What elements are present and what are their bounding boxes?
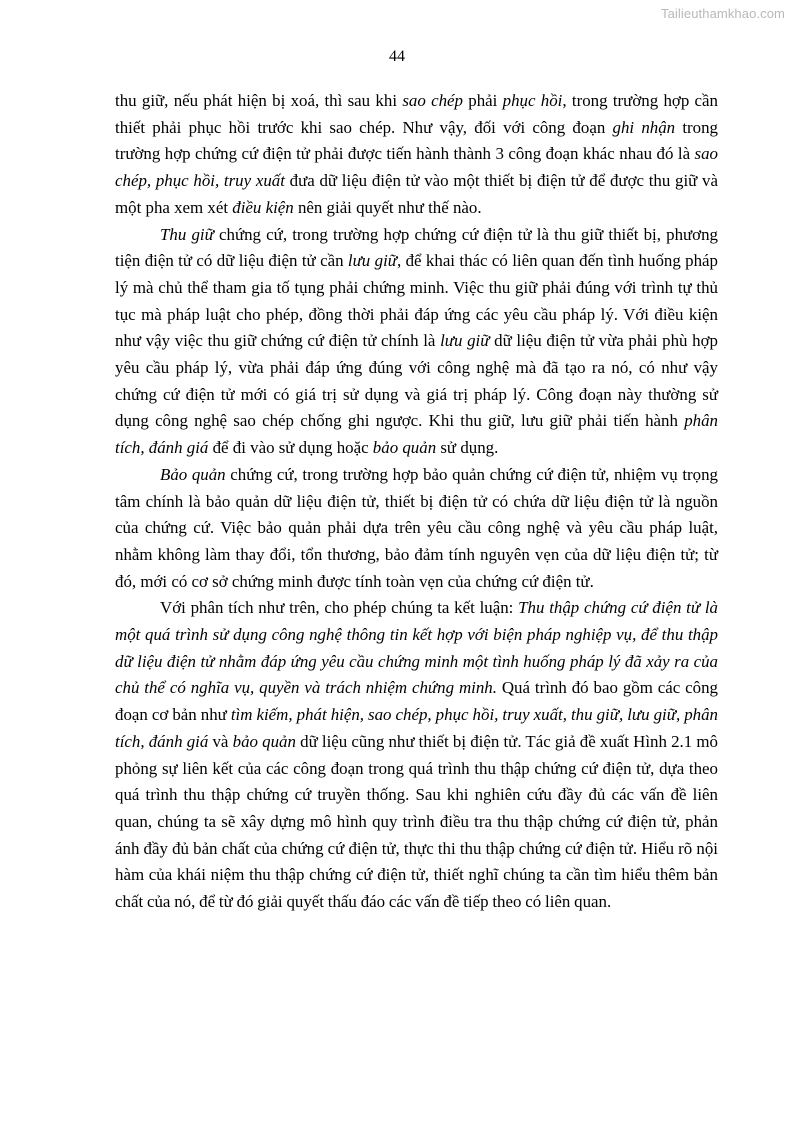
italic-text: Thu giữ (160, 224, 214, 244)
body-text: để đi vào sử dụng hoặc (208, 438, 373, 458)
body-text: và (208, 731, 233, 751)
body-text: đưa dữ liệu điện tử vào một thiết bị điện tử để được thu giữ và một pha xem xét (115, 171, 718, 217)
body-text: thu giữ, nếu phát hiện bị xoá, thì sau khi (115, 91, 403, 110)
italic-text: lưu giữ (440, 331, 490, 351)
body-text: phải (462, 91, 503, 110)
body-text: dữ liệu cũng như thiết bị điện tử. Tác giả đề xuất Hình 2.1 mô phỏng sự liên kết của các công đoạn trong quá trình thu thập chứng cứ điện tử, dựa theo quá trình thu thập chứng cứ truyền thống. Sau khi nghiên cứu đầy đủ các vấn đề liên quan, chúng ta sẽ xây dựng mô hình quy trình điều tra thu thập chứng cứ điện tử, phản ánh đầy đủ bản chất của chứng cứ điện tử, thực thi thu thập chứng cứ điện tử. Hiểu rõ nội hàm của khái niệm thu thập chứng cứ điện tử, thiết nghĩ chúng ta cần tìm hiểu thêm bản chất của nó, để từ đó giải quyết thấu đáo các vấn đề tiếp theo có liên quan. (115, 731, 718, 912)
body-text: , để khai thác có liên quan đến tình huống pháp lý mà chủ thể tham gia tố tụng phải chứng minh. Việc thu giữ phải đúng với trình tự thủ tục mà pháp luật cho phép, đồng thời phải đáp ứng các yêu cầu pháp lý. Với điều kiện như vậy việc thu giữ chứng cứ điện tử chính là (115, 251, 718, 351)
body-text: nên giải quyết như thế nào. (293, 197, 482, 217)
body-text: chứng cứ, trong trường hợp bảo quản chứng cứ điện tử, nhiệm vụ trọng tâm chính là bảo quản dữ liệu điện tử, thiết bị điện tử có chứa dữ liệu điện tử là nguồn của chứng cứ. Việc bảo quản phải dựa trên yêu cầu công nghệ và yêu cầu pháp luật, nhằm không làm thay đổi, tổn thương, bảo đảm tính nguyên vẹn của dữ liệu điện tử; từ đó, mới có cơ sở chứng minh được tính toàn vẹn của chứng cứ điện tử. (115, 464, 718, 591)
paragraph-2 (115, 222, 718, 462)
document-body (115, 88, 718, 916)
watermark: Tailieuthamkhao.com (660, 6, 785, 21)
body-text: chứng cứ, trong trường hợp chứng cứ điện tử là thu giữ thiết bị, phương tiện điện tử có dữ liệu điện tử cần (115, 224, 719, 271)
italic-text: ghi nhận (612, 117, 676, 137)
italic-text: điều kiện (232, 197, 294, 217)
paragraph-3 (115, 462, 718, 596)
italic-text: phân tích, đánh giá (115, 411, 718, 458)
italic-text: tìm kiếm, phát hiện, sao chép, phục hồi, truy xuất, thu giữ, lưu giữ, phân tích, đánh giá (115, 705, 718, 751)
body-text: sử dụng. (436, 438, 499, 458)
paragraph-1 (115, 88, 718, 222)
italic-text: sao chép, phục hồi, truy xuất (115, 144, 718, 191)
italic-text: bảo quản (372, 438, 437, 458)
page-number: 44 (389, 48, 405, 65)
body-text: , trong trường hợp cần thiết phải phục hồi trước khi sao chép. Như vậy, đối với công đoạn (115, 91, 719, 137)
italic-text: lưu giữ (347, 251, 397, 271)
body-text: dữ liệu điện tử vừa phải phù hợp yêu cầu pháp lý, vừa phải đáp ứng đúng với công nghệ mà đã tạo ra nó, có như vậy chứng cứ điện tử mới có giá trị sử dụng và giá trị pháp lý. Công đoạn này thường sử dụng công nghệ sao chép chống ghi ngược. Khi thu giữ, lưu giữ phải tiến hành (115, 331, 718, 431)
paragraph-4 (115, 595, 718, 915)
italic-text: sao chép (402, 91, 463, 110)
body-text: Quá trình đó bao gồm các công đoạn cơ bản như (115, 678, 718, 725)
italic-text: bảo quản (232, 731, 296, 751)
body-text: trong trường hợp chứng cứ điện tử phải được tiến hành thành 3 công đoạn khác nhau đó là (115, 117, 718, 164)
body-text: Với phân tích như trên, cho phép chúng ta kết luận: (160, 598, 519, 618)
italic-text: Thu thập chứng cứ điện tử là một quá trình sử dụng công nghệ thông tin kết hợp với biện pháp nghiệp vụ, để thu thập dữ liệu điện tử nhằm đáp ứng yêu cầu chứng minh một tình huống pháp lý đã xảy ra của chủ thể có nghĩa vụ, quyền và trách nhiệm chứng minh. (115, 598, 718, 698)
italic-text: Bảo quản (160, 464, 226, 484)
italic-text: phục hồi (502, 91, 563, 110)
